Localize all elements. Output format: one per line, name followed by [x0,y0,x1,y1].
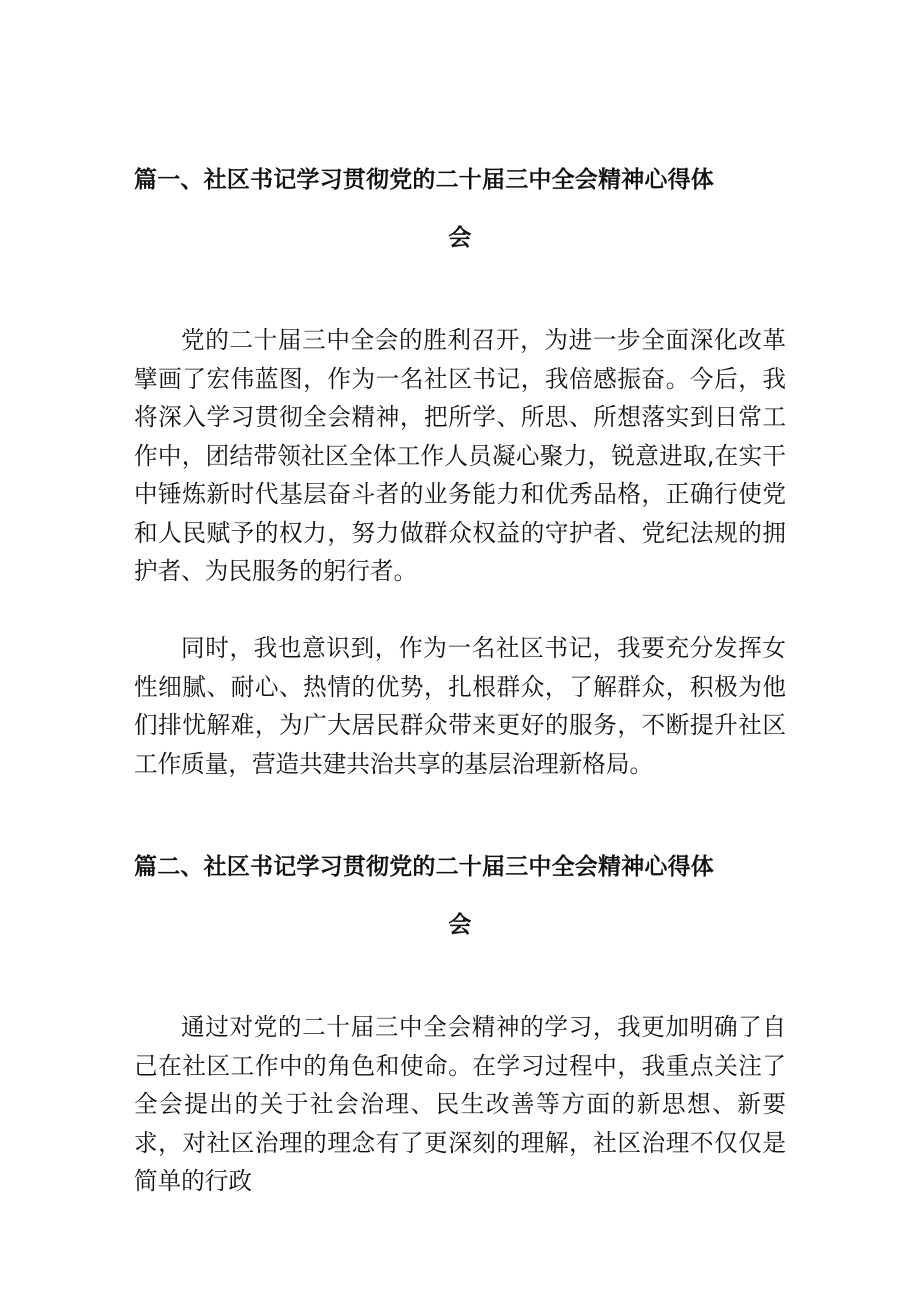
section-2-title-line2: 会 [448,912,472,938]
section-2-title-line1: 篇二、社区书记学习贯彻党的二十届三中全会精神心得体 [134,854,714,880]
section-1-title-line1: 篇一、社区书记学习贯彻党的二十届三中全会精神心得体 [134,167,714,193]
section-1-paragraph-2: 同时，我也意识到，作为一名社区书记，我要充分发挥女性细腻、耐心、热情的优势，扎根群众，了解群众，积极为他们排忧解难，为广大居民群众带来更好的服务，不断提升社区工作质量，营造共建共治共享的基层治理新格局。 [134,634,786,778]
section-2-title [134,838,786,954]
section-1-title-line2: 会 [448,225,472,251]
section-1-title [134,151,786,267]
section-1-paragraph-1: 党的二十届三中全会的胜利召开，为进一步全面深化改革擘画了宏伟蓝图，作为一名社区书记，我倍感振奋。今后，我将深入学习贯彻全会精神，把所学、所思、所想落实到日常工作中，团结带领社区全体工作人员凝心聚力，锐意进取,在实干中锤炼新时代基层奋斗者的业务能力和优秀品格，正确行使党和人民赋予的权力，努力做群众权益的守护者、党纪法规的拥护者、为民服务的躬行者。 [134,326,786,585]
section-2-paragraph-1: 通过对党的二十届三中全会精神的学习，我更加明确了自己在社区工作中的角色和使命。在学习过程中，我重点关注了全会提出的关于社会治理、民生改善等方面的新思想、新要求，对社区治理的理念有了更深刻的理解，社区治理不仅仅是简单的行政 [134,1013,786,1195]
